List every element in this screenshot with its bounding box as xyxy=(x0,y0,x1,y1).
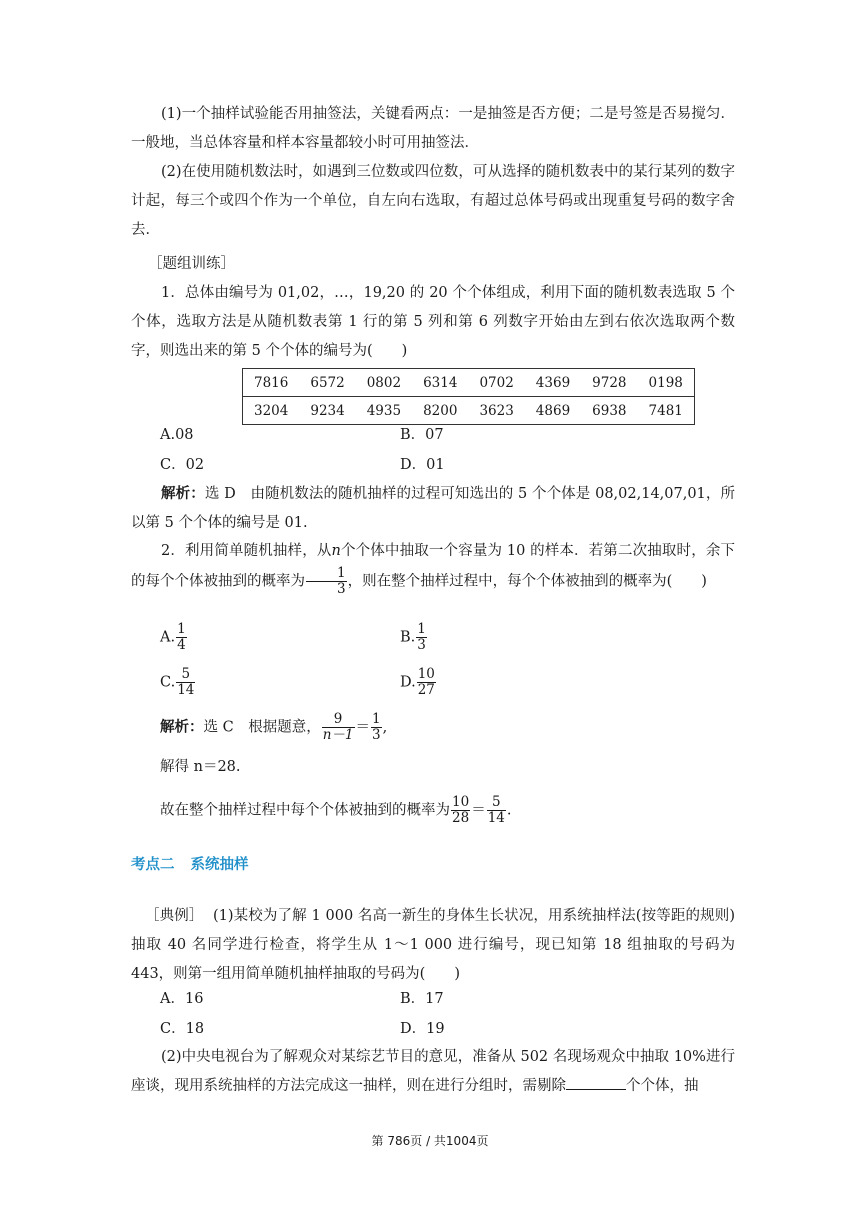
denominator: 14 xyxy=(177,682,195,698)
punctuation: . xyxy=(506,802,512,819)
table-cell: 9234 xyxy=(299,397,355,425)
option-letter: B. xyxy=(400,629,416,646)
fraction xyxy=(416,622,427,653)
numerator: 10 xyxy=(452,794,470,810)
example-label: ［典例］ xyxy=(145,908,204,924)
table-row xyxy=(243,397,695,425)
page-footer: 第 786页 / 共1004页 xyxy=(371,1134,489,1148)
answer-label: 解析： xyxy=(161,485,205,502)
q2-option-a xyxy=(160,622,188,653)
q1-option-c: C．02 xyxy=(160,457,205,473)
answer-blank xyxy=(566,1073,626,1090)
q1-option-a: A.08 xyxy=(160,427,194,443)
note-1: (1)一个抽样试验能否用抽签法，关键看两点：一是抽签是否方便；二是号签是否易搅匀．一般地，当总体容量和样本容量都较小时可用抽签法． xyxy=(131,106,735,151)
table-cell: 4935 xyxy=(356,397,412,425)
section-heading xyxy=(131,853,265,874)
denominator: 3 xyxy=(372,727,381,743)
fraction xyxy=(306,566,347,597)
section-title: 系统抽样 xyxy=(190,857,249,873)
q2-solve-line: 解得 n＝28. xyxy=(160,759,241,775)
fraction xyxy=(176,622,187,653)
numerator: 1 xyxy=(177,621,186,637)
table-cell: 7481 xyxy=(638,397,695,425)
table-cell: 7816 xyxy=(254,374,289,391)
denominator: 27 xyxy=(417,682,435,698)
example-q2-text: 个个体，抽 xyxy=(626,1078,699,1094)
table-cell: 3623 xyxy=(468,397,524,425)
table-cell: 3204 xyxy=(243,397,300,425)
numerator: 10 xyxy=(417,666,435,682)
final-text: 故在整个抽样过程中每个个体被抽到的概率为 xyxy=(160,802,450,819)
q2-final-line xyxy=(160,795,511,826)
example-option-c: C．18 xyxy=(160,1021,205,1037)
section-number: 考点二 xyxy=(131,857,175,873)
fraction xyxy=(371,712,382,743)
table-cell: 0702 xyxy=(479,374,514,391)
example-stem xyxy=(131,902,735,989)
table-cell: 4369 xyxy=(535,374,571,391)
example-option-a: A．16 xyxy=(160,991,204,1007)
q1-option-d: D．01 xyxy=(400,457,445,473)
question-1-stem: 1．总体由编号为 01,02，…，19,20 的 20 个个体组成，利用下面的随机数表选取 5 个个体，选取方法是从随机数表第 1 行的第 5 列和第 6 列数字开始由左到右依次选取两个数字，则选出来的第 5 个个体的编号为( ) xyxy=(131,285,735,359)
q2-option-b xyxy=(400,622,428,653)
table-cell: 6572 xyxy=(310,374,345,391)
table-cell: 0802 xyxy=(366,374,402,391)
denominator: 3 xyxy=(337,581,346,597)
q1-option-b: B．07 xyxy=(400,427,444,443)
denominator: 3 xyxy=(417,637,426,653)
equals-sign: ＝ xyxy=(471,802,486,819)
question-2-stem xyxy=(131,536,735,597)
fraction xyxy=(451,795,470,826)
answer-text: 选 C 根据题意， xyxy=(203,719,321,736)
denominator: n－1 xyxy=(322,727,354,743)
example-option-d: D．19 xyxy=(400,1021,445,1037)
q2-option-c xyxy=(160,667,196,698)
fraction xyxy=(322,712,355,743)
denominator: 4 xyxy=(177,637,186,653)
denominator: 14 xyxy=(487,810,505,826)
fraction xyxy=(417,667,436,698)
table-cell: 4869 xyxy=(525,397,581,425)
training-title: ［题组训练］ xyxy=(148,256,235,272)
option-letter: D. xyxy=(400,674,416,691)
fraction xyxy=(487,795,506,826)
variable-n: n xyxy=(331,543,341,559)
table-cell: 9728 xyxy=(592,374,627,391)
numerator: 1 xyxy=(306,566,347,582)
example-q2-text: (2)中央电视台为了解观众对某综艺节目的意见，准备从 502 名现场观众中抽取 10%进行座谈，现用系统抽样的方法完成这一抽样，则在进行分组时，需剔除 xyxy=(131,1049,735,1094)
example-text: (1)某校为了解 1 000 名高一新生的身体生长状况，用系统抽样法(按等距的规则)抽取 40 名同学进行检查，将学生从 1～1 000 进行编号，现已知第 18 组抽取的号码为 443，则第一组用简单随机抽样抽取的号码为( ) xyxy=(131,908,736,982)
stem-text: 2．利用简单随机抽样，从 xyxy=(161,543,332,559)
q2-answer xyxy=(160,712,387,743)
q1-answer xyxy=(131,479,735,538)
numerator: 1 xyxy=(372,711,381,727)
example-option-b: B．17 xyxy=(400,991,444,1007)
note-2: (2)在使用随机数法时，如遇到三位数或四位数，可从选择的随机数表中的某行某列的数字计起，每三个或四个作为一个单位，自左向右选取，有超过总体号码或出现重复号码的数字舍去． xyxy=(131,164,735,238)
example-question-2 xyxy=(131,1043,735,1101)
stem-text: ，则在整个抽样过程中，每个个体被抽到的概率为( ) xyxy=(347,573,707,590)
option-letter: A. xyxy=(160,629,176,646)
answer-label: 解析： xyxy=(160,718,204,736)
random-number-table xyxy=(242,368,695,425)
numerator: 5 xyxy=(487,795,506,811)
option-letter: C. xyxy=(160,674,176,691)
stem-text: 个个体中抽取一个容量为 10 的样本．若第二次抽取时，余下的每个个体被抽到的概率为 xyxy=(131,543,735,590)
fraction xyxy=(176,667,195,698)
table-row xyxy=(243,369,695,397)
table-cell: 6938 xyxy=(581,397,637,425)
numerator: 5 xyxy=(176,667,195,683)
table-cell: 6314 xyxy=(423,374,458,391)
denominator: 28 xyxy=(452,810,470,826)
punctuation: , xyxy=(382,719,388,736)
numerator: 1 xyxy=(417,621,426,637)
answer-text: 选 D 由随机数法的随机抽样的过程可知选出的 5 个个体是 08,02,14,07,01，所以第 5 个个体的编号是 01. xyxy=(131,486,735,531)
numerator: 9 xyxy=(322,712,355,728)
table-cell: 8200 xyxy=(412,397,468,425)
table-cell: 0198 xyxy=(648,374,683,391)
equals-sign: ＝ xyxy=(355,719,370,736)
q2-option-d xyxy=(400,667,437,698)
